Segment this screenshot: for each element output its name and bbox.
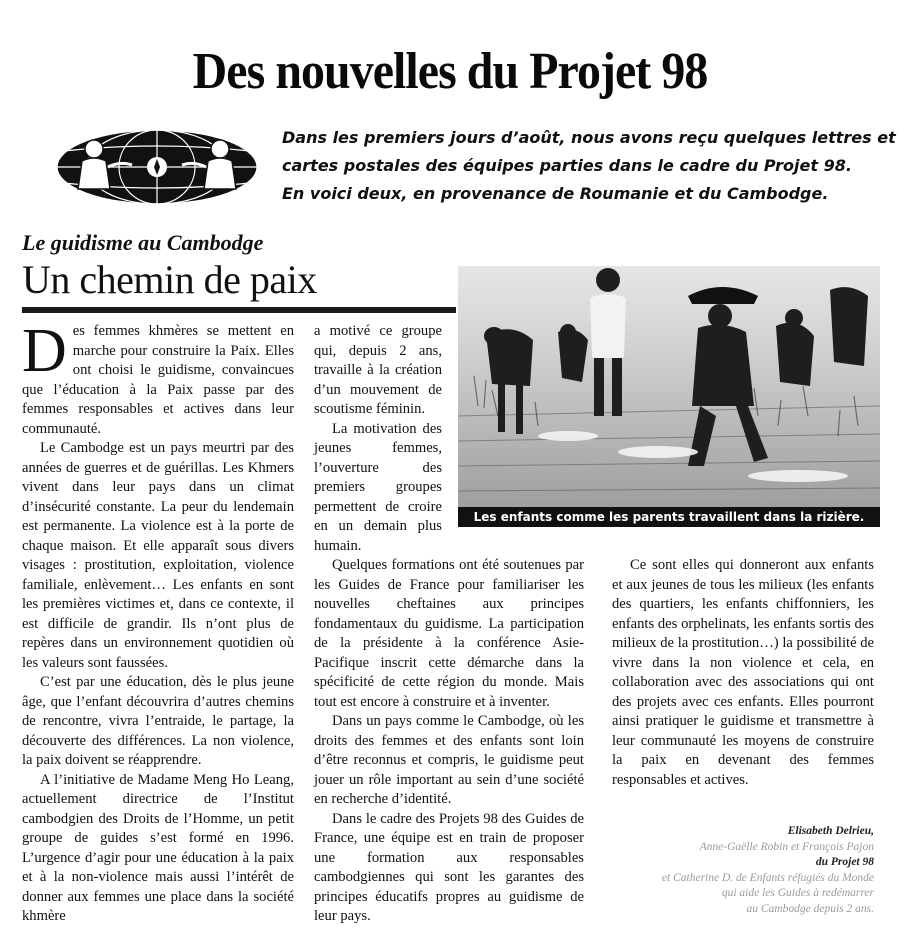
article-column-2-top — [314, 322, 442, 556]
paragraph: Le Cambodge est un pays meurtri par des années de guerres et de guérillas. Les Khmers vivent dans leur pays dans un climat d’insécurité constante. La peur du lendemain est permanente. La violence est à la porte de chaque maison. Et elle apparaît sous divers visages : prostitution, exploitation, violence familiale, enlèvement… Les enfants en sont les premières victimes et, dans ce contexte, il est difficile de grandir. Ils n’ont plus de repères dans un environnement quotidien où les valeurs sont faussées. — [22, 440, 294, 671]
paragraph: Dans un pays comme le Cambodge, où les droits des femmes et des enfants sont loin d’être reconnus et compris, le guidisme peut jouer un rôle important au sein d’une société en recherche d’identité. — [314, 713, 584, 807]
paragraph — [22, 317, 294, 439]
title-rule — [22, 307, 456, 313]
signature — [600, 824, 874, 917]
section-kicker: Le guidisme au Cambodge — [22, 230, 264, 255]
intro-line: Dans les premiers jours d’août, nous avons reçu quelques lettres et — [282, 128, 896, 147]
paragraph: C’est par une éducation, dès le plus jeune âge, que l’enfant découvrira d’autres chemins de rencontre, vivra l’entraide, le partage, la découverte des différences. La non violence, la paix doivent se réapprendre. — [22, 674, 294, 768]
article-column-1 — [22, 317, 294, 927]
paragraph: Quelques formations ont été soutenues par les Guides de France pour familiariser les nouvelles cheftaines aux principes fondamentaux du guidisme. La participation de la présidente à la conférence Asie-Pacifique inscrit cette démarche dans la spécificité de cette région du monde. Mais tout est encore à construire et à inventer. — [314, 557, 584, 710]
drop-cap: D — [22, 317, 67, 385]
paragraph: La motivation des jeunes femmes, l’ouverture des premiers groupes permettent de croire en un demain plus humain. — [314, 420, 442, 554]
intro-text — [282, 124, 896, 208]
paragraph: Dans le cadre des Projets 98 des Guides de France, une équipe est en train de proposer une formation aux responsables cambodgiennes qui sont les garantes des principes éducatifs propres au guidisme de leur pays. — [314, 810, 584, 924]
headline: Des nouvelles du Projet 98 — [192, 43, 708, 100]
paragraph: Ce sont elles qui donneront aux enfants et aux jeunes de tous les milieux (les enfants des quartiers, les enfants chiffonniers, les enfants des orphelinats, les enfants sortis des milieux de la prostitution…) la possibilité de vivre dans la non violence et cela, en collaboration avec des associations qui ont des projets avec ces enfants. Elles pourront ainsi pratiquer le guidisme et transmettre à leur communauté les moyens de construire la paix en devenant des femmes responsables et actives. — [612, 557, 874, 788]
signature-line: et Catherine D. de Enfants réfugiés du Monde — [661, 871, 874, 884]
article-column-2 — [314, 556, 584, 927]
signature-line: Anne-Gaëlle Robin et François Pajon — [699, 840, 874, 853]
rice-field-photo — [458, 266, 880, 522]
signature-line: Elisabeth Delrieu, — [787, 825, 874, 837]
intro-line: En voici deux, en provenance de Roumanie et du Cambodge. — [282, 184, 829, 203]
signature-line: qui aide les Guides à redémarrer — [721, 887, 874, 899]
world-guides-logo-icon — [54, 127, 260, 207]
paragraph: A l’initiative de Madame Meng Ho Leang, actuellement directrice de l’Institut cambodgien des Droits de l’Homme, un petit groupe de guides s’est formé en 1996. L’urgence d’agir pour une éducation à la paix et à la non-violence mais aussi l’intérêt de donner aux femmes une place dans la société khmère — [22, 771, 294, 924]
signature-line: du Projet 98 — [815, 856, 874, 868]
signature-line: au Cambodge depuis 2 ans. — [746, 902, 874, 915]
article-title: Un chemin de paix — [22, 257, 317, 302]
article-column-3 — [612, 556, 874, 790]
rice-field-photo-icon — [458, 266, 880, 522]
paragraph-text: es femmes khmères se mettent en marche pour construire la Paix. Elles ont choisi le guidisme, convaincues que l’éducation à la Paix passe par des femmes responsables et actives dans leur communauté. — [22, 323, 294, 437]
intro-line: cartes postales des équipes parties dans le cadre du Projet 98. — [282, 156, 852, 175]
photo-caption: Les enfants comme les parents travaillent dans la rizière. — [458, 507, 880, 527]
paragraph: a motivé ce groupe qui, depuis 2 ans, travaille à la création d’un mouvement de scoutisme féminin. — [314, 323, 442, 417]
